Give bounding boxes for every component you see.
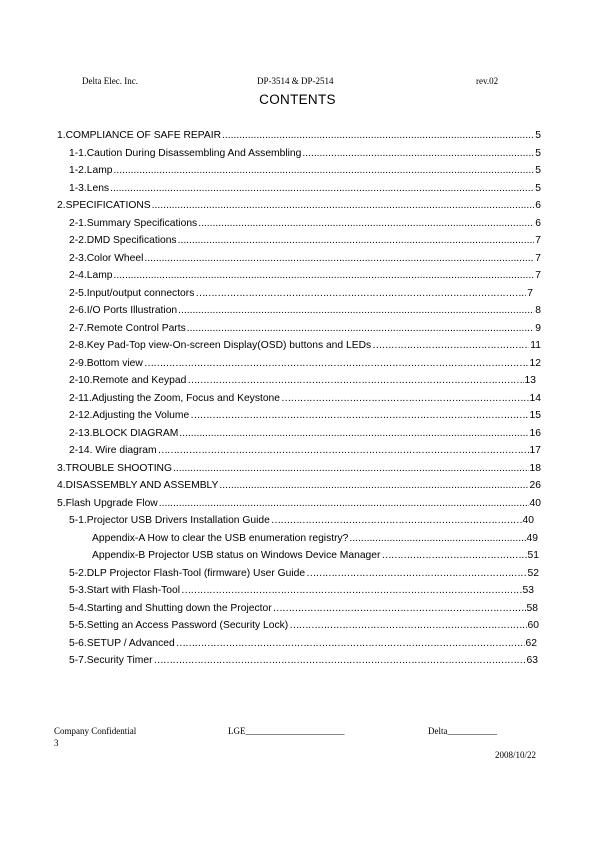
toc-leader-dots xyxy=(219,480,528,492)
toc-entry-page: 17 xyxy=(529,445,541,456)
toc-entry[interactable] xyxy=(69,653,538,667)
toc-entry[interactable] xyxy=(57,128,541,142)
toc-entry-page: 60 xyxy=(527,620,539,631)
toc-entry[interactable] xyxy=(69,636,537,650)
toc-leader-dots xyxy=(144,358,529,370)
toc-entry-title: 5.Flash Upgrade Flow xyxy=(57,497,158,509)
toc-entry[interactable] xyxy=(69,408,541,422)
toc-entry-title: 2-10.Remote and Keypad xyxy=(69,375,187,386)
toc-entry-title: 2-5.Input/output connectors xyxy=(69,287,195,299)
toc-entry[interactable] xyxy=(69,356,541,370)
toc-leader-dots xyxy=(271,515,522,527)
toc-entry-page: 52 xyxy=(527,567,539,579)
toc-entry-page: 40 xyxy=(522,515,534,526)
footer-date: 2008/10/22 xyxy=(495,750,537,760)
toc-entry[interactable] xyxy=(69,286,533,300)
toc-entry[interactable] xyxy=(69,146,541,160)
toc-leader-dots xyxy=(187,375,523,387)
footer-delta-signature-line: Delta___________ xyxy=(428,726,497,736)
toc-entry[interactable] xyxy=(69,181,541,195)
toc-entry-page: 7 xyxy=(527,287,533,299)
toc-entry-page: 6 xyxy=(535,217,541,229)
toc-leader-dots xyxy=(187,323,535,335)
toc-entry-page: 5 xyxy=(535,182,541,194)
toc-entry-title: 5-2.DLP Projector Flash-Tool (firmware) User Guide xyxy=(69,567,306,579)
toc-entry-title: Appendix-A How to clear the USB enumeration registry? xyxy=(92,532,349,544)
toc-leader-dots xyxy=(372,340,529,352)
toc-leader-dots xyxy=(222,130,534,142)
toc-leader-dots xyxy=(198,218,534,230)
toc-entry-title: 2-4.Lamp xyxy=(69,270,113,281)
toc-leader-dots xyxy=(181,585,522,597)
toc-leader-dots xyxy=(289,620,526,632)
toc-entry-title: 2-12.Adjusting the Volume xyxy=(69,410,190,421)
toc-entry[interactable] xyxy=(69,251,541,265)
toc-entry[interactable] xyxy=(69,583,534,597)
toc-entry-page: 12 xyxy=(529,357,541,369)
toc-leader-dots xyxy=(159,498,529,510)
page-title: CONTENTS xyxy=(259,92,336,107)
toc-entry[interactable] xyxy=(92,531,538,545)
toc-leader-dots xyxy=(190,410,528,422)
toc-entry-title: 5-5.Setting an Access Password (Security Lock) xyxy=(69,620,289,631)
toc-entry-title: 1-3.Lens xyxy=(69,182,110,194)
toc-entry[interactable] xyxy=(69,426,541,440)
toc-entry-page: 49 xyxy=(526,532,538,544)
toc-entry[interactable] xyxy=(69,566,539,580)
toc-leader-dots xyxy=(158,445,529,457)
toc-entry-title: 2-3.Color Wheel xyxy=(69,252,144,264)
toc-entry[interactable] xyxy=(69,321,541,335)
toc-leader-dots xyxy=(381,550,526,562)
toc-entry-title: 1.COMPLIANCE OF SAFE REPAIR xyxy=(57,130,222,141)
toc-entry-page: 40 xyxy=(529,497,541,509)
toc-entry[interactable] xyxy=(57,496,541,510)
toc-leader-dots xyxy=(114,165,535,177)
toc-entry-page: 5 xyxy=(535,147,541,159)
toc-leader-dots xyxy=(176,638,525,650)
toc-entry-title: 2-8.Key Pad-Top view-On-screen Display(OSD) buttons and LEDs xyxy=(69,340,372,351)
toc-entry-title: 1-2.Lamp xyxy=(69,165,113,176)
toc-entry[interactable] xyxy=(69,373,536,387)
toc-entry-page: 18 xyxy=(529,462,541,474)
toc-entry-page: 7 xyxy=(535,270,541,281)
toc-entry-title: 5-3.Start with Flash-Tool xyxy=(69,585,181,596)
toc-entry[interactable] xyxy=(69,163,541,177)
toc-leader-dots xyxy=(152,200,535,212)
toc-leader-dots xyxy=(144,253,534,265)
toc-entry-title: 2-13.BLOCK DIAGRAM xyxy=(69,427,179,439)
toc-entry[interactable] xyxy=(69,216,541,230)
toc-entry-title: 5-4.Starting and Shutting down the Projector xyxy=(69,602,272,614)
toc-entry-title: 2-11.Adjusting the Zoom, Focus and Keystone xyxy=(69,392,281,404)
toc-entry-page: 58 xyxy=(526,602,538,614)
toc-entry-page: 15 xyxy=(529,410,541,421)
toc-entry-title: 5-7.Security Timer xyxy=(69,655,153,666)
toc-entry[interactable] xyxy=(69,268,541,282)
toc-entry-title: 2-9.Bottom view xyxy=(69,357,143,369)
footer-confidential: Company Confidential xyxy=(54,726,137,736)
toc-entry[interactable] xyxy=(57,198,541,212)
toc-entry-title: 3.TROUBLE SHOOTING xyxy=(57,462,173,474)
toc-entry-title: Appendix-B Projector USB status on Windows Device Manager xyxy=(92,550,381,561)
toc-entry-page: 7 xyxy=(535,252,541,264)
toc-entry-page: 16 xyxy=(529,427,541,439)
toc-entry-title: 5-1.Projector USB Drivers Installation Guide xyxy=(69,515,270,526)
toc-entry[interactable] xyxy=(69,391,541,405)
header-revision: rev.02 xyxy=(476,76,499,86)
toc-entry-title: 2-2.DMD Specifications xyxy=(69,235,177,246)
toc-leader-dots xyxy=(110,183,534,195)
toc-entry[interactable] xyxy=(57,478,541,492)
toc-leader-dots xyxy=(179,428,528,440)
header-model: DP-3514 & DP-2514 xyxy=(257,76,334,86)
toc-entry-page: 53 xyxy=(522,585,534,596)
toc-leader-dots xyxy=(273,603,526,615)
toc-entry-title: 2-7.Remote Control Parts xyxy=(69,322,186,334)
toc-entry-page: 63 xyxy=(526,655,538,666)
toc-entry-page: 26 xyxy=(529,480,541,491)
toc-entry[interactable] xyxy=(57,461,541,475)
toc-entry[interactable] xyxy=(69,303,541,317)
toc-entry-title: 2-1.Summary Specifications xyxy=(69,217,198,229)
toc-leader-dots xyxy=(178,235,535,247)
toc-entry-page: 9 xyxy=(535,322,541,334)
toc-entry-page: 8 xyxy=(535,305,541,316)
toc-entry[interactable] xyxy=(69,233,541,247)
toc-entry[interactable] xyxy=(92,548,539,562)
toc-entry[interactable] xyxy=(69,513,534,527)
toc-entry-page: 51 xyxy=(527,550,539,561)
toc-entry[interactable] xyxy=(69,338,541,352)
toc-entry-title: 2-14. Wire diagram xyxy=(69,445,157,456)
toc-leader-dots xyxy=(173,463,529,475)
toc-leader-dots xyxy=(114,270,535,282)
toc-entry-page: 62 xyxy=(525,637,537,649)
toc-leader-dots xyxy=(281,393,529,405)
toc-entry-title: 4.DISASSEMBLY AND ASSEMBLY xyxy=(57,480,219,491)
toc-leader-dots xyxy=(306,568,526,580)
toc-leader-dots xyxy=(302,148,534,160)
toc-entry-title: 2.SPECIFICATIONS xyxy=(57,200,151,211)
toc-entry-title: 5-6.SETUP / Advanced xyxy=(69,637,175,649)
header-company: Delta Elec. Inc. xyxy=(82,76,138,86)
toc-entry-page: 11 xyxy=(530,340,541,351)
toc-entry[interactable] xyxy=(69,601,538,615)
toc-leader-dots xyxy=(178,305,534,317)
toc-leader-dots xyxy=(154,655,526,667)
toc-entry[interactable] xyxy=(69,618,539,632)
toc-entry[interactable] xyxy=(69,443,541,457)
toc-entry-page: 5 xyxy=(535,130,541,141)
toc-entry-page: 5 xyxy=(535,165,541,176)
toc-leader-dots xyxy=(195,288,526,300)
toc-entry-page: 7 xyxy=(535,235,541,246)
page-number: 3 xyxy=(54,738,59,748)
toc-entry-title: 2-6.I/O Ports Illustration xyxy=(69,305,178,316)
toc-leader-dots xyxy=(349,533,525,545)
footer-lge-signature-line: LGE______________________ xyxy=(228,726,345,736)
toc-entry-page: 6 xyxy=(535,200,541,211)
toc-entry-page: 14 xyxy=(529,392,541,404)
toc-entry-title: 1-1.Caution During Disassembling And Assembling xyxy=(69,147,302,159)
toc-entry-page: 13 xyxy=(524,375,536,386)
